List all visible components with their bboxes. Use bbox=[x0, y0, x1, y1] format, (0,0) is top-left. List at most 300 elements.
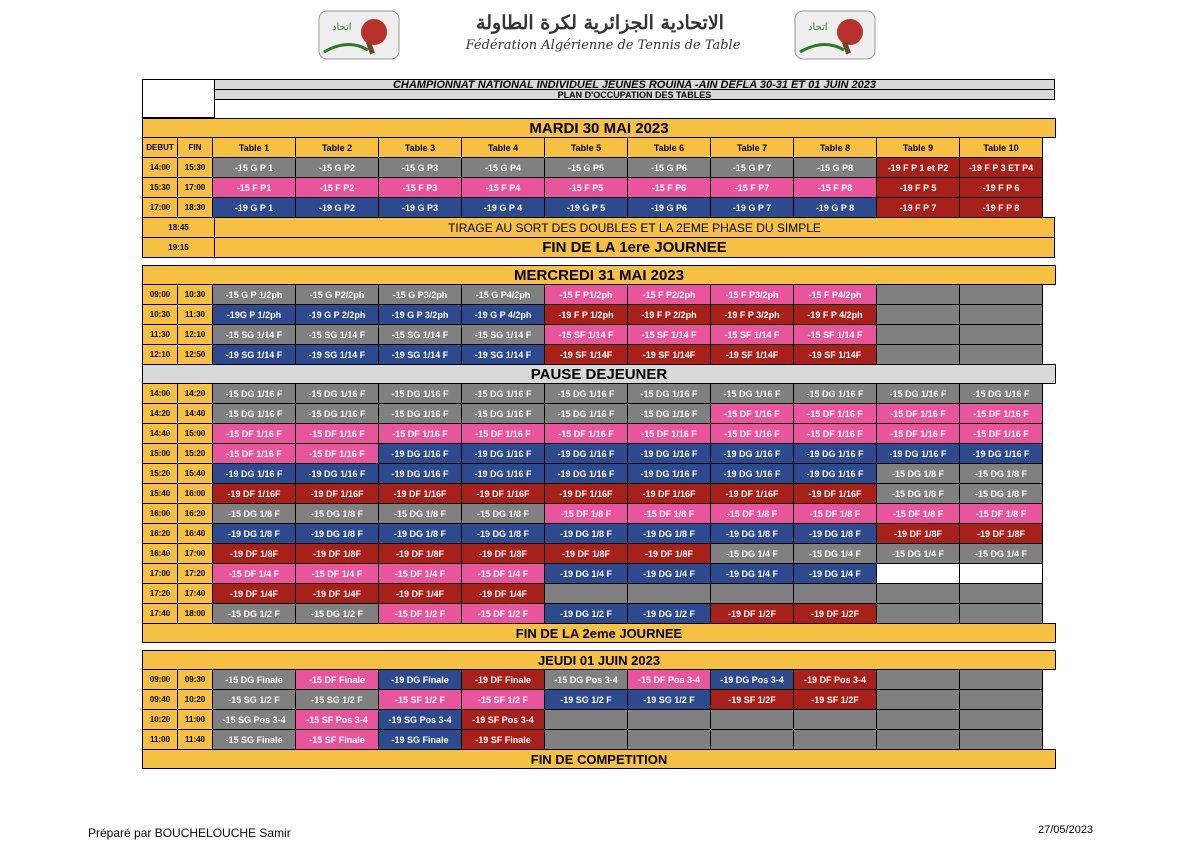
match-cell: -19 SF 1/2F bbox=[793, 689, 877, 710]
match-cell: -15 G P6 bbox=[627, 157, 711, 178]
match-cell: -19 DF 1/16F bbox=[544, 483, 628, 504]
start-time: 09:00 bbox=[142, 284, 178, 305]
match-cell: -19 DF 1/16F bbox=[627, 483, 711, 504]
schedule-row bbox=[142, 523, 1055, 543]
match-cell bbox=[876, 284, 960, 305]
match-cell: -19 DF 1/16F bbox=[212, 483, 296, 504]
match-cell: -15 DF 1/4 F bbox=[212, 563, 296, 584]
match-cell: -15 F P1/2ph bbox=[544, 284, 628, 305]
match-cell: -19 DF 1/4F bbox=[212, 583, 296, 604]
end-time: 10:20 bbox=[177, 689, 213, 710]
match-cell bbox=[959, 304, 1043, 325]
end-time: 16:40 bbox=[177, 523, 213, 544]
match-cell: -15 DG 1/16 F bbox=[544, 403, 628, 424]
match-cell bbox=[959, 603, 1043, 624]
match-cell: -15 DG 1/8 F bbox=[461, 503, 545, 524]
match-cell: -19 DG 1/16 F bbox=[793, 443, 877, 464]
match-cell: -15 DF 1/8 F bbox=[544, 503, 628, 524]
schedule-row bbox=[142, 423, 1055, 443]
start-time: 15:40 bbox=[142, 483, 178, 504]
federation-arabic-name: الاتحادية الجزائرية لكرة الطاولة bbox=[476, 12, 724, 34]
match-cell: -19 DG 1/16 F bbox=[627, 443, 711, 464]
schedule-row bbox=[142, 157, 1055, 177]
schedule-row bbox=[142, 304, 1055, 324]
match-cell: -19 SG Pos 3-4 bbox=[378, 709, 462, 730]
match-cell: -15 SF 1/14 F bbox=[544, 324, 628, 345]
match-cell: -15 DG 1/16 F bbox=[378, 383, 462, 404]
match-cell: -19 DG 1/16 F bbox=[959, 443, 1043, 464]
match-cell: -15 DG 1/4 F bbox=[876, 543, 960, 564]
match-cell bbox=[876, 709, 960, 730]
match-cell: -19 DG Pos 3-4 bbox=[710, 669, 794, 690]
plan-subtitle: PLAN D'OCCUPATION DES TABLES bbox=[214, 89, 1055, 100]
match-cell: -19 DG 1/16 F bbox=[544, 443, 628, 464]
end-time: 18:00 bbox=[177, 603, 213, 624]
match-cell: -19 SF 1/14F bbox=[544, 344, 628, 365]
day1-end-time: 19:15 bbox=[142, 237, 215, 258]
schedule-row bbox=[142, 197, 1055, 217]
table-header: Table 5 bbox=[544, 137, 628, 158]
day2-end-notice: FIN DE LA 2eme JOURNEE bbox=[142, 623, 1056, 643]
match-cell: -15 DF 1/16 F bbox=[876, 423, 960, 444]
match-cell: -19 G P 3/2ph bbox=[378, 304, 462, 325]
schedule-row bbox=[142, 729, 1055, 749]
end-time: 15:40 bbox=[177, 463, 213, 484]
match-cell: -19 F P 1/2ph bbox=[544, 304, 628, 325]
match-cell: -19 G P6 bbox=[627, 197, 711, 218]
match-cell: -19 DG 1/8 F bbox=[793, 523, 877, 544]
match-cell: -15 DG 1/8 F bbox=[876, 463, 960, 484]
match-cell bbox=[876, 324, 960, 345]
table-header: Table 8 bbox=[793, 137, 877, 158]
match-cell: -15 DG 1/8 F bbox=[295, 503, 379, 524]
match-cell: -15 SG 1/2 F bbox=[212, 689, 296, 710]
match-cell: -19 DF 1/16F bbox=[378, 483, 462, 504]
end-time: 16:00 bbox=[177, 483, 213, 504]
match-cell: -15 DF 1/2 F bbox=[378, 603, 462, 624]
match-cell bbox=[959, 324, 1043, 345]
match-cell: -15 DG 1/16 F bbox=[544, 383, 628, 404]
table-header: Table 4 bbox=[461, 137, 545, 158]
match-cell: -19 DG 1/16 F bbox=[295, 463, 379, 484]
match-cell: -19 DG 1/8 F bbox=[461, 523, 545, 544]
match-cell: -15 SG 1/14 F bbox=[212, 324, 296, 345]
match-cell: -15 F P2/2ph bbox=[627, 284, 711, 305]
match-cell: -15 DG 1/16 F bbox=[627, 383, 711, 404]
match-cell: -19 SF 1/14F bbox=[710, 344, 794, 365]
match-cell: -19 DG 1/16 F bbox=[710, 463, 794, 484]
schedule-row bbox=[142, 344, 1055, 364]
match-cell: -15 F P4 bbox=[461, 177, 545, 198]
match-cell bbox=[876, 669, 960, 690]
match-cell: -15 DG 1/16 F bbox=[710, 383, 794, 404]
start-time: 11:30 bbox=[142, 324, 178, 345]
match-cell: -19 DG 1/16 F bbox=[461, 443, 545, 464]
svg-text:اتحاد: اتحاد bbox=[808, 22, 828, 33]
day1-schedule bbox=[142, 157, 1055, 217]
match-cell: -19 DG 1/16 F bbox=[378, 443, 462, 464]
match-cell bbox=[959, 344, 1043, 365]
end-time: 17:00 bbox=[177, 177, 213, 198]
match-cell: -19 G P 4 bbox=[461, 197, 545, 218]
match-cell bbox=[627, 583, 711, 604]
match-cell: -19 DG 1/16 F bbox=[461, 463, 545, 484]
corner-cell bbox=[142, 79, 215, 118]
match-cell: -19 DG 1/4 F bbox=[627, 563, 711, 584]
match-cell: -19 DG 1/8 F bbox=[627, 523, 711, 544]
match-cell bbox=[959, 709, 1043, 730]
match-cell: -15 SF 1/14 F bbox=[627, 324, 711, 345]
day2-title: MERCREDI 31 MAI 2023 bbox=[142, 265, 1056, 285]
start-time: 17:20 bbox=[142, 583, 178, 604]
match-cell: -15 F P5 bbox=[544, 177, 628, 198]
table-header: Table 7 bbox=[710, 137, 794, 158]
day1-title: MARDI 30 MAI 2023 bbox=[142, 118, 1056, 138]
debut-header: DEBUT bbox=[142, 137, 178, 158]
match-cell: -19 F P 7 bbox=[876, 197, 960, 218]
match-cell: -15 G P4/2ph bbox=[461, 284, 545, 305]
match-cell: -19 DG 1/4 F bbox=[544, 563, 628, 584]
schedule-row bbox=[142, 177, 1055, 197]
start-time: 17:00 bbox=[142, 563, 178, 584]
match-cell: -19 DF 1/4F bbox=[461, 583, 545, 604]
match-cell: -19 G P 8 bbox=[793, 197, 877, 218]
match-cell: -19 DG 1/8 F bbox=[710, 523, 794, 544]
match-cell: -15 DF 1/8 F bbox=[793, 503, 877, 524]
match-cell: -19 DG 1/2 F bbox=[627, 603, 711, 624]
match-cell: -15 DF 1/16 F bbox=[544, 423, 628, 444]
match-cell: -15 F P8 bbox=[793, 177, 877, 198]
match-cell: -19 DG 1/4 F bbox=[710, 563, 794, 584]
match-cell: -15 DF 1/16 F bbox=[959, 403, 1043, 424]
draw-time: 18:45 bbox=[142, 217, 215, 238]
match-cell: -15 SF 1/14 F bbox=[710, 324, 794, 345]
day3-title: JEUDI 01 JUIN 2023 bbox=[142, 650, 1056, 670]
start-time: 16:00 bbox=[142, 503, 178, 524]
match-cell: -19 DF Finale bbox=[461, 669, 545, 690]
match-cell bbox=[876, 689, 960, 710]
match-cell: -19 SG 1/2 F bbox=[627, 689, 711, 710]
match-cell: -15 G P 7 bbox=[710, 157, 794, 178]
match-cell: -15 DF 1/4 F bbox=[461, 563, 545, 584]
match-cell: -15 DF 1/8 F bbox=[876, 503, 960, 524]
document-date: 27/05/2023 bbox=[1038, 824, 1094, 836]
fin-header: FIN bbox=[177, 137, 213, 158]
match-cell: -15 DF 1/16 F bbox=[295, 443, 379, 464]
match-cell: -19 DF 1/8F bbox=[627, 543, 711, 564]
schedule-sheet bbox=[142, 79, 1055, 768]
match-cell bbox=[544, 709, 628, 730]
match-cell: -15 DF 1/16 F bbox=[793, 403, 877, 424]
day3-schedule bbox=[142, 669, 1055, 749]
match-cell bbox=[959, 689, 1043, 710]
match-cell bbox=[876, 583, 960, 604]
match-cell: -19 DF 1/8F bbox=[959, 523, 1043, 544]
match-cell: -15 SF 1/14 F bbox=[793, 324, 877, 345]
match-cell bbox=[959, 729, 1043, 750]
match-cell: -15 DF 1/16 F bbox=[212, 423, 296, 444]
match-cell: -19 DF 1/8F bbox=[378, 543, 462, 564]
match-cell: -15 DG 1/8 F bbox=[959, 483, 1043, 504]
match-cell: -19 SF Pos 3-4 bbox=[461, 709, 545, 730]
schedule-row bbox=[142, 324, 1055, 344]
match-cell: -19 DG 1/16 F bbox=[710, 443, 794, 464]
match-cell: -19G P 1/2ph bbox=[212, 304, 296, 325]
match-cell: -15 DG 1/4 F bbox=[959, 543, 1043, 564]
match-cell bbox=[793, 709, 877, 730]
federation-logo-right bbox=[794, 10, 876, 60]
match-cell: -19 G P 5 bbox=[544, 197, 628, 218]
match-cell: -15 DG 1/16 F bbox=[627, 403, 711, 424]
match-cell: -15 DG 1/2 F bbox=[212, 603, 296, 624]
draw-notice: TIRAGE AU SORT DES DOUBLES ET LA 2EME PHASE DU SIMPLE bbox=[214, 217, 1055, 238]
match-cell: -15 DG 1/16 F bbox=[461, 383, 545, 404]
table-header: Table 10 bbox=[959, 137, 1043, 158]
match-cell: -19 DF 1/4F bbox=[295, 583, 379, 604]
start-time: 09:40 bbox=[142, 689, 178, 710]
start-time: 10:20 bbox=[142, 709, 178, 730]
match-cell: -19 F P 8 bbox=[959, 197, 1043, 218]
match-cell: -15 DG Pos 3-4 bbox=[544, 669, 628, 690]
day1-end-notice: FIN DE LA 1ere JOURNEE bbox=[214, 237, 1055, 258]
end-time: 17:00 bbox=[177, 543, 213, 564]
start-time: 09:00 bbox=[142, 669, 178, 690]
match-cell: -15 DG 1/16 F bbox=[212, 383, 296, 404]
column-header-row bbox=[142, 137, 1055, 157]
match-cell: -19 DG 1/16 F bbox=[793, 463, 877, 484]
match-cell: -19 DG 1/8 F bbox=[378, 523, 462, 544]
federation-header bbox=[318, 10, 878, 62]
start-time: 14:00 bbox=[142, 383, 178, 404]
schedule-row bbox=[142, 443, 1055, 463]
schedule-row bbox=[142, 709, 1055, 729]
end-time: 12:50 bbox=[177, 344, 213, 365]
match-cell: -19 DF 1/8F bbox=[212, 543, 296, 564]
match-cell: -19 SF 1/14F bbox=[627, 344, 711, 365]
end-time: 17:20 bbox=[177, 563, 213, 584]
match-cell: -19 SF 1/14F bbox=[793, 344, 877, 365]
schedule-row bbox=[142, 669, 1055, 689]
match-cell: -15 DG 1/16 F bbox=[378, 403, 462, 424]
match-cell: -15 G P3/2ph bbox=[378, 284, 462, 305]
start-time: 12:10 bbox=[142, 344, 178, 365]
end-time: 12:10 bbox=[177, 324, 213, 345]
end-time: 09:30 bbox=[177, 669, 213, 690]
match-cell bbox=[876, 344, 960, 365]
start-time: 16:40 bbox=[142, 543, 178, 564]
start-time: 17:00 bbox=[142, 197, 178, 218]
match-cell: -15 G P 1/2ph bbox=[212, 284, 296, 305]
match-cell: -15 DG 1/16 F bbox=[295, 403, 379, 424]
match-cell: -19 DF 1/2F bbox=[793, 603, 877, 624]
match-cell: -15 DG 1/8 F bbox=[959, 463, 1043, 484]
match-cell: -19 F P 5 bbox=[876, 177, 960, 198]
match-cell: -15 SG 1/2 F bbox=[295, 689, 379, 710]
match-cell: -19 SG 1/14 F bbox=[378, 344, 462, 365]
end-time: 14:40 bbox=[177, 403, 213, 424]
match-cell: -19 G P 7 bbox=[710, 197, 794, 218]
match-cell: -19 F P 2/2ph bbox=[627, 304, 711, 325]
match-cell: -15 SF Pos 3-4 bbox=[295, 709, 379, 730]
start-time: 14:00 bbox=[142, 157, 178, 178]
match-cell: -15 DG 1/16 F bbox=[295, 383, 379, 404]
start-time: 10:30 bbox=[142, 304, 178, 325]
match-cell: -15 DG 1/16 F bbox=[959, 383, 1043, 404]
start-time: 15:00 bbox=[142, 443, 178, 464]
match-cell: -19 F P 6 bbox=[959, 177, 1043, 198]
match-cell bbox=[876, 729, 960, 750]
match-cell: -15 DF 1/16 F bbox=[793, 423, 877, 444]
match-cell: -15 G P2 bbox=[295, 157, 379, 178]
match-cell: -19 F P 4/2ph bbox=[793, 304, 877, 325]
federation-logo-left bbox=[318, 10, 400, 60]
match-cell bbox=[544, 583, 628, 604]
match-cell bbox=[959, 669, 1043, 690]
table-header: Table 2 bbox=[295, 137, 379, 158]
match-cell: -19 SG 1/14 F bbox=[461, 344, 545, 365]
end-time: 17:40 bbox=[177, 583, 213, 604]
table-header: Table 3 bbox=[378, 137, 462, 158]
end-time: 18:30 bbox=[177, 197, 213, 218]
match-cell: -19 G P2 bbox=[295, 197, 379, 218]
day2-morning-schedule bbox=[142, 284, 1055, 364]
match-cell: -15 SG 1/14 F bbox=[461, 324, 545, 345]
end-time: 11:00 bbox=[177, 709, 213, 730]
end-time: 11:40 bbox=[177, 729, 213, 750]
end-time: 16:20 bbox=[177, 503, 213, 524]
match-cell: -19 G P3 bbox=[378, 197, 462, 218]
match-cell: -19 F P 1 et P2 bbox=[876, 157, 960, 178]
match-cell: -15 DG 1/8 F bbox=[876, 483, 960, 504]
match-cell: -15 SF 1/2 F bbox=[461, 689, 545, 710]
match-cell: -15 G P4 bbox=[461, 157, 545, 178]
match-cell: -15 F P6 bbox=[627, 177, 711, 198]
match-cell bbox=[959, 563, 1043, 584]
match-cell: -15 DG 1/4 F bbox=[710, 543, 794, 564]
match-cell bbox=[627, 729, 711, 750]
end-time: 15:20 bbox=[177, 443, 213, 464]
championship-title: CHAMPIONNAT NATIONAL INDIVIDUEL JEUNES ROUINA -AIN DEFLA 30-31 ET 01 JUIN 2023 bbox=[214, 79, 1055, 90]
match-cell: -15 DF 1/8 F bbox=[710, 503, 794, 524]
match-cell: -15 F P7 bbox=[710, 177, 794, 198]
match-cell: -15 G P 1 bbox=[212, 157, 296, 178]
schedule-row bbox=[142, 463, 1055, 483]
end-time: 14:20 bbox=[177, 383, 213, 404]
match-cell bbox=[627, 709, 711, 730]
match-cell: -19 DG 1/8 F bbox=[544, 523, 628, 544]
match-cell: -15 DF 1/8 F bbox=[627, 503, 711, 524]
match-cell: -19 SF 1/2F bbox=[710, 689, 794, 710]
match-cell: -15 SF 1/2 F bbox=[378, 689, 462, 710]
match-cell: -19 SG 1/2 F bbox=[544, 689, 628, 710]
match-cell bbox=[793, 729, 877, 750]
match-cell: -19 DF 1/16F bbox=[793, 483, 877, 504]
start-time: 15:20 bbox=[142, 463, 178, 484]
end-time: 15:00 bbox=[177, 423, 213, 444]
match-cell bbox=[710, 583, 794, 604]
match-cell: -19 F P 3 ET P4 bbox=[959, 157, 1043, 178]
match-cell: -15 G P3 bbox=[378, 157, 462, 178]
match-cell: -19 DF 1/8F bbox=[876, 523, 960, 544]
schedule-row bbox=[142, 689, 1055, 709]
match-cell: -15 DF 1/4 F bbox=[295, 563, 379, 584]
start-time: 16:20 bbox=[142, 523, 178, 544]
match-cell: -15 F P4/2ph bbox=[793, 284, 877, 305]
match-cell: -15 SF Finale bbox=[295, 729, 379, 750]
match-cell: -19 G P 1 bbox=[212, 197, 296, 218]
match-cell: -19 DG 1/2 F bbox=[544, 603, 628, 624]
match-cell: -15 G P8 bbox=[793, 157, 877, 178]
match-cell: -19 DF 1/8F bbox=[295, 543, 379, 564]
table-header: Table 9 bbox=[876, 137, 960, 158]
schedule-row bbox=[142, 383, 1055, 403]
match-cell: -19 DF Pos 3-4 bbox=[793, 669, 877, 690]
match-cell: -15 SG 1/14 F bbox=[378, 324, 462, 345]
match-cell: -15 DF 1/16 F bbox=[295, 423, 379, 444]
match-cell: -19 DG 1/8 F bbox=[295, 523, 379, 544]
match-cell: -19 F P 3/2ph bbox=[710, 304, 794, 325]
match-cell: -19 DF 1/16F bbox=[295, 483, 379, 504]
match-cell: -19 DG 1/8 F bbox=[212, 523, 296, 544]
schedule-row bbox=[142, 543, 1055, 563]
schedule-row bbox=[142, 503, 1055, 523]
match-cell: -15 DG 1/8 F bbox=[378, 503, 462, 524]
match-cell bbox=[710, 729, 794, 750]
match-cell: -15 DG 1/16 F bbox=[461, 403, 545, 424]
match-cell: -19 SG 1/14 F bbox=[212, 344, 296, 365]
match-cell bbox=[959, 583, 1043, 604]
match-cell: -19 DF 1/16F bbox=[710, 483, 794, 504]
match-cell: -19 DF 1/8F bbox=[544, 543, 628, 564]
match-cell: -19 DG 1/16 F bbox=[876, 443, 960, 464]
match-cell: -15 DF 1/16 F bbox=[627, 423, 711, 444]
end-time: 11:30 bbox=[177, 304, 213, 325]
match-cell: -19 G P 4/2ph bbox=[461, 304, 545, 325]
start-time: 14:20 bbox=[142, 403, 178, 424]
match-cell: -15 DF 1/16 F bbox=[876, 403, 960, 424]
match-cell: -15 DF Pos 3-4 bbox=[627, 669, 711, 690]
match-cell: -19 DG 1/16 F bbox=[544, 463, 628, 484]
match-cell: -15 DF 1/16 F bbox=[959, 423, 1043, 444]
match-cell: -15 F P3/2ph bbox=[710, 284, 794, 305]
match-cell: -15 DF 1/16 F bbox=[212, 443, 296, 464]
match-cell: -15 SG 1/14 F bbox=[295, 324, 379, 345]
match-cell: -15 F P1 bbox=[212, 177, 296, 198]
match-cell bbox=[959, 284, 1043, 305]
match-cell: -15 DF 1/16 F bbox=[710, 403, 794, 424]
schedule-row bbox=[142, 603, 1055, 623]
match-cell: -15 G P5 bbox=[544, 157, 628, 178]
end-time: 10:30 bbox=[177, 284, 213, 305]
schedule-row bbox=[142, 563, 1055, 583]
match-cell: -19 DG 1/4 F bbox=[793, 563, 877, 584]
end-time: 15:30 bbox=[177, 157, 213, 178]
match-cell: -15 SG Pos 3-4 bbox=[212, 709, 296, 730]
match-cell: -15 F P2 bbox=[295, 177, 379, 198]
match-cell: -15 DG 1/8 F bbox=[212, 503, 296, 524]
match-cell: -19 DF 1/16F bbox=[461, 483, 545, 504]
match-cell: -15 DF 1/16 F bbox=[710, 423, 794, 444]
match-cell bbox=[876, 603, 960, 624]
match-cell: -15 G P2/2ph bbox=[295, 284, 379, 305]
match-cell: -19 SF Finale bbox=[461, 729, 545, 750]
start-time: 15:30 bbox=[142, 177, 178, 198]
match-cell: -19 DG 1/16 F bbox=[212, 463, 296, 484]
table-header: Table 6 bbox=[627, 137, 711, 158]
match-cell: -15 F P3 bbox=[378, 177, 462, 198]
match-cell: -19 DF 1/8F bbox=[461, 543, 545, 564]
match-cell bbox=[544, 729, 628, 750]
